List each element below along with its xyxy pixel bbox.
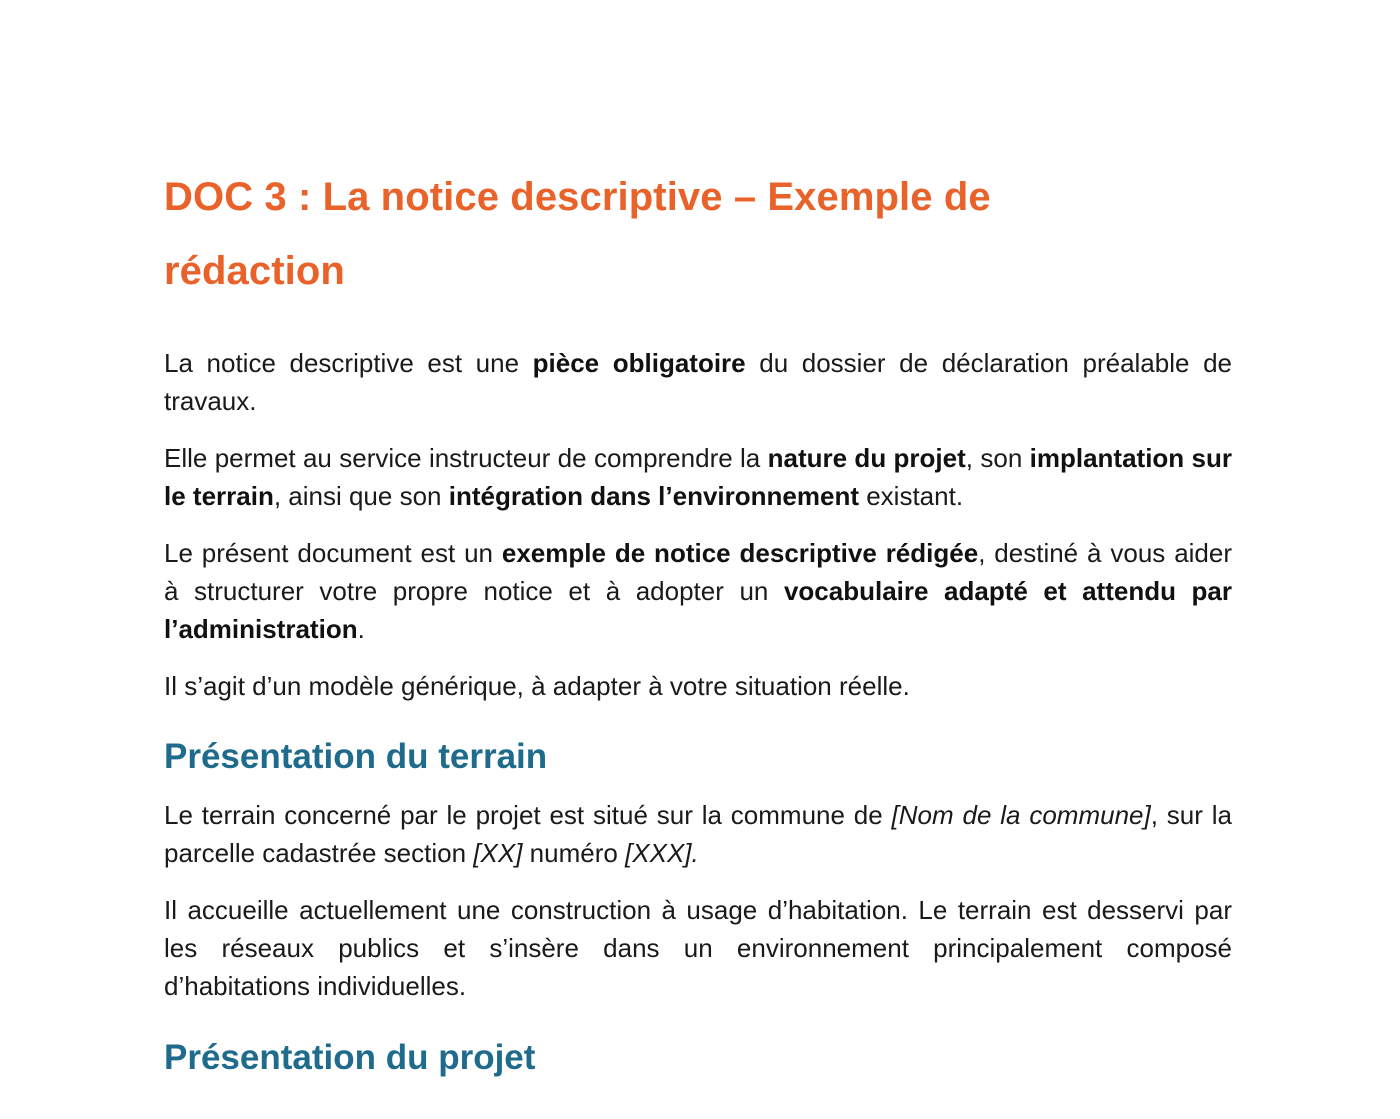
text: numéro — [522, 838, 626, 868]
bold-text: vocabulaire adapté et attendu par l’administration — [164, 576, 1232, 644]
text: . — [691, 838, 699, 868]
title-line-2: rédaction — [164, 249, 345, 293]
bold-text: nature du projet — [767, 443, 966, 473]
section-heading-projet: Présentation du projet — [164, 1038, 536, 1077]
placeholder-numero: [XXX] — [625, 838, 692, 868]
text: existant. — [859, 481, 964, 511]
bold-text: implantation sur le terrain — [164, 443, 1232, 511]
text: Le terrain concerné par le projet est situé sur la commune de — [164, 800, 892, 830]
text: du dossier de déclaration préalable de travaux. — [164, 348, 1232, 416]
text: , sur la parcelle cadastrée section — [164, 800, 1232, 868]
terrain-paragraph-1 — [164, 796, 1232, 872]
intro-paragraph-2 — [164, 439, 1232, 515]
placeholder-commune: [Nom de la commune] — [891, 800, 1151, 830]
text: , son — [965, 443, 1030, 473]
text: Le présent document est un — [164, 538, 502, 568]
intro-paragraph-1 — [164, 344, 1232, 420]
title-line-1: DOC 3 : La notice descriptive – Exemple de — [164, 175, 991, 219]
text: La notice descriptive est une — [164, 348, 533, 378]
text: , destiné à vous aider à structurer votre propre notice et à adopter un — [164, 538, 1233, 606]
bold-text: intégration dans l’environnement — [448, 481, 859, 511]
document-page — [164, 160, 1232, 1080]
intro-paragraph-3 — [164, 534, 1232, 648]
document-title — [164, 160, 1232, 308]
text: , ainsi que son — [273, 481, 449, 511]
placeholder-section: [XX] — [473, 838, 523, 868]
terrain-paragraph-2: Il accueille actuellement une construction à usage d’habitation. Le terrain est desservi par les réseaux publics et s’insère dans un environnement principalement composé d’habitations individuelles. — [164, 895, 1232, 1001]
bold-text: exemple de notice descriptive rédigée — [501, 538, 979, 568]
section-heading-terrain: Présentation du terrain — [164, 737, 548, 776]
bold-text: pièce obligatoire — [532, 348, 746, 378]
text: Elle permet au service instructeur de comprendre la — [164, 443, 768, 473]
intro-paragraph-4: Il s’agit d’un modèle générique, à adapter à votre situation réelle. — [164, 671, 910, 701]
text: . — [357, 614, 365, 644]
